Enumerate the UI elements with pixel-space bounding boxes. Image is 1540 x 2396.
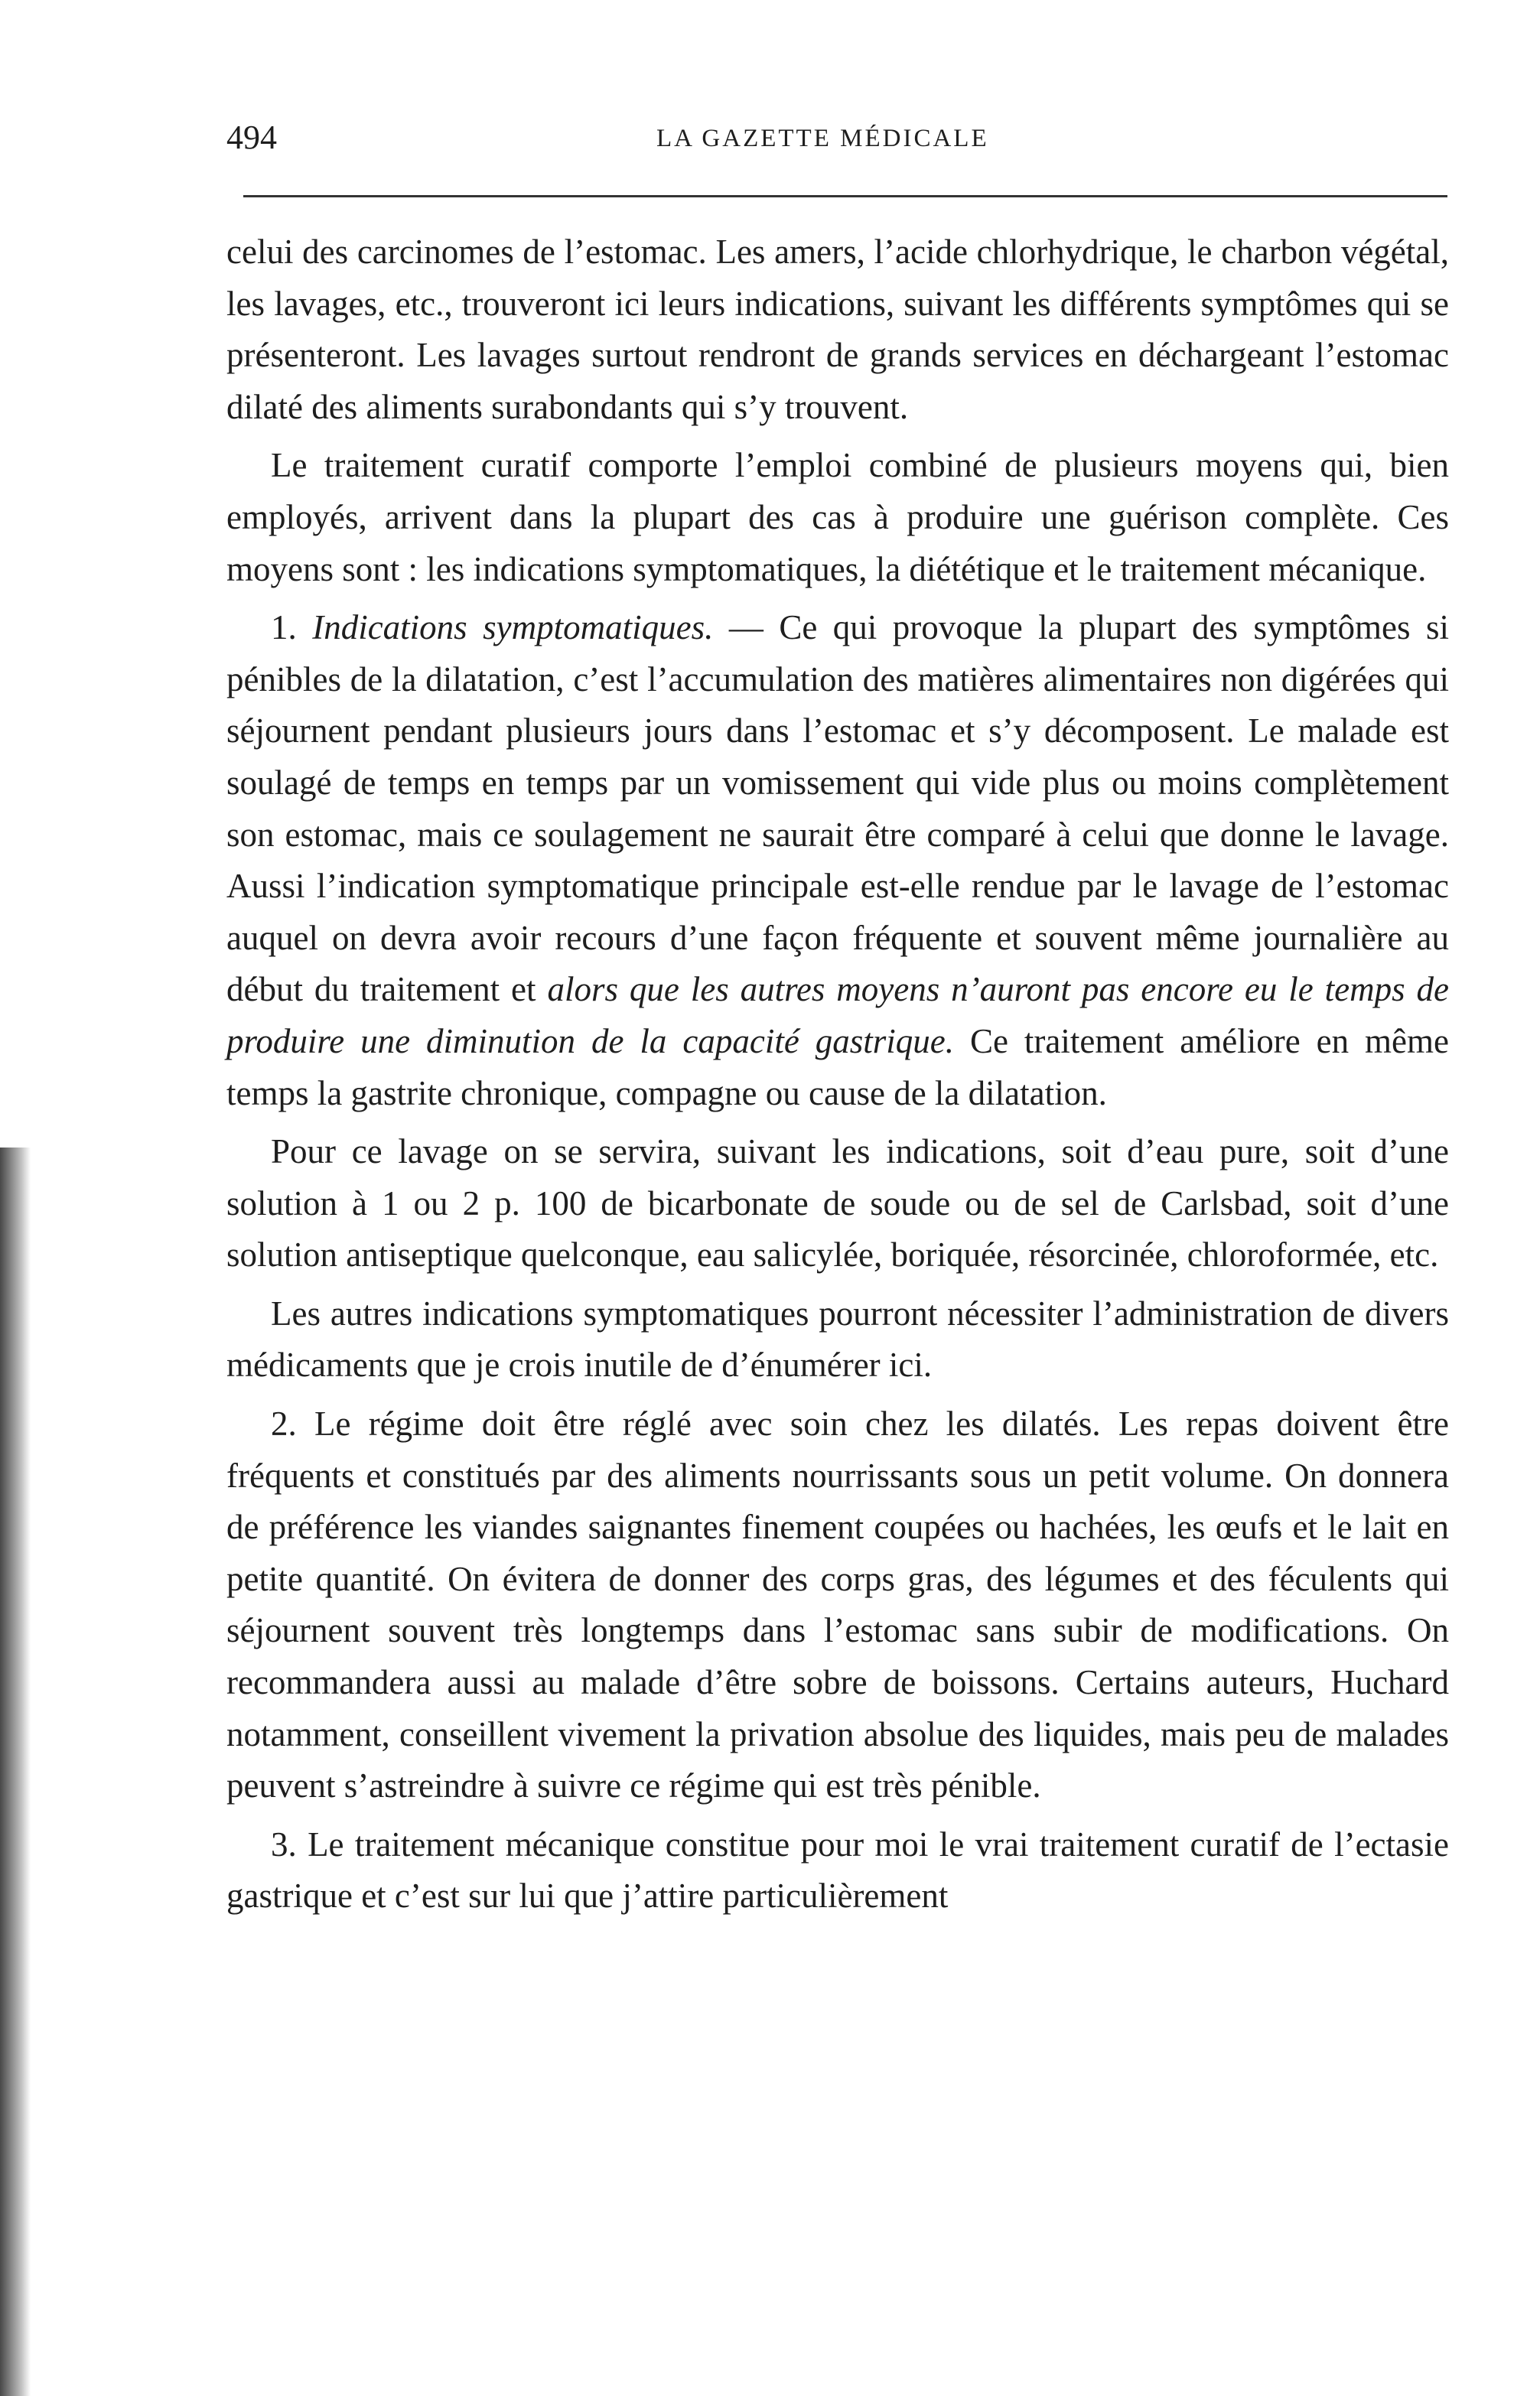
paragraph-curative-treatment: Le traitement curatif comporte l’emploi combiné de plusieurs moyens qui, bien employés, arrivent dans la plupart des cas à produire une guérison complète. Ces moyens sont : les indications symptomatiques, la diététique et le traitement mécanique.	[226, 446, 1449, 588]
page-number: 494	[226, 119, 277, 156]
running-title: LA GAZETTE MÉDICALE	[656, 125, 989, 152]
section-heading: Indications symptomatiques.	[312, 608, 714, 647]
paragraph-regime: 2. Le régime doit être réglé avec soin chez les dilatés. Les repas doivent être fréquents et constitués par des aliments nourrissants sous un petit volume. On donnera de préférence les viandes saignantes finement coupées ou hachées, les œufs et le lait en petite quantité. On évitera de donner des corps gras, des légumes et des féculents qui séjournent souvent très longtemps dans l’estomac sans subir de modifications. On recommandera aussi au malade d’être sobre de boissons. Certains auteurs, Huchard notamment, conseillent vivement la privation absolue des liquides, mais peu de malades peuvent s’astreindre à suivre ce régime qui est très pénible.	[226, 1405, 1449, 1805]
paragraph-continuation: celui des carcinomes de l’estomac. Les amers, l’acide chlorhydrique, le charbon végétal, les lavages, etc., trouveront ici leurs indications, suivant les différents symptômes qui se présenteront. Les lavages surtout rendront de grands services en déchargeant l’estomac dilaté des aliments surabondants qui s’y trouvent.	[226, 233, 1449, 426]
scan-edge-shadow	[0, 1148, 31, 2396]
italic-passage: alors que les autres moyens n’auront pas encore eu le temps de produire une diminution de la capacité gastrique.	[226, 970, 1449, 1060]
paragraph-text: — Ce qui provoque la plupart des symptômes si pénibles de la dilatation, c’est l’accumulation des matières alimentaires non digérées qui séjournent pendant plusieurs jours dans l’estomac et s’y décomposent. Le malade est soulagé de temps en temps par un vomissement qui vide plus ou moins complètement son estomac, mais ce soulagement ne saurait être comparé à celui que donne le lavage. Aussi l’indication symptomatique principale est-elle rendue par le lavage de l’estomac auquel on devra avoir recours d’une façon fréquente et souvent même journalière au début du traitement et	[226, 608, 1449, 1009]
body-text	[226, 226, 1449, 1922]
paragraph-lavage: Pour ce lavage on se servira, suivant les indications, soit d’eau pure, soit d’une solution à 1 ou 2 p. 100 de bicarbonate de soude ou de sel de Carlsbad, soit d’une solution antiseptique quelconque, eau salicylée, boriquée, résorcinée, chloroformée, etc.	[226, 1132, 1449, 1275]
paragraph-text: Ce traitement améliore en même temps la gastrite chronique, compagne ou cause de la dilatation.	[226, 1021, 1449, 1112]
section-number: 1.	[271, 608, 297, 647]
paragraph-symptomatic-indications	[226, 602, 1449, 1119]
paragraph-other-indications: Les autres indications symptomatiques pourront nécessiter l’administration de divers médicaments que je crois inutile de d’énumérer ici.	[226, 1294, 1449, 1385]
paragraph-mechanical-treatment: 3. Le traitement mécanique constitue pour moi le vrai traitement curatif de l’ectasie gastrique et c’est sur lui que j’attire particulièrement	[226, 1825, 1449, 1916]
header-rule	[243, 195, 1447, 197]
